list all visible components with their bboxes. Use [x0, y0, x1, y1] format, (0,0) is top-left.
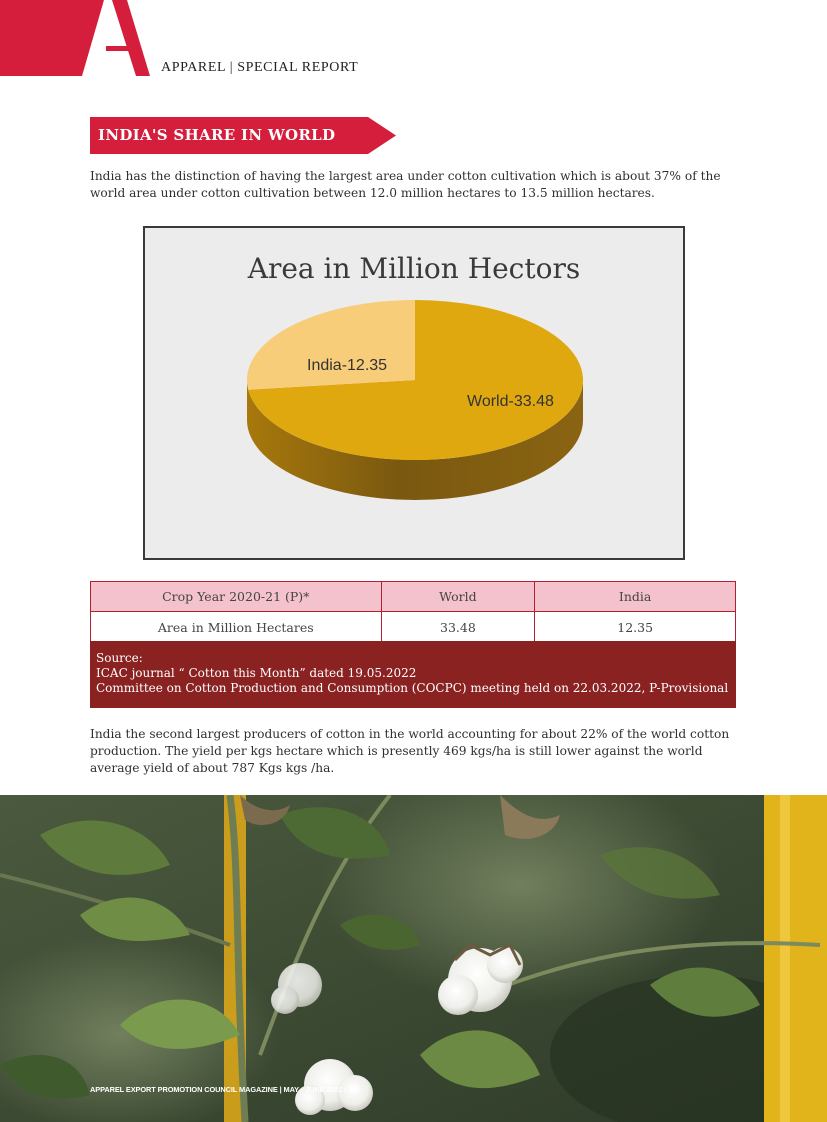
- chart-title: Area in Million Hectors: [247, 252, 581, 285]
- intro-paragraph: [90, 168, 740, 202]
- pie-chart: [143, 226, 685, 560]
- brand-logo: [0, 0, 150, 76]
- paragraph-line: average yield of about 787 Kgs kgs /ha.: [90, 761, 335, 775]
- table-header: World: [381, 582, 535, 612]
- pie-slice-india: [247, 300, 415, 390]
- table-header: Crop Year 2020-21 (P)*: [91, 582, 382, 612]
- slice-label-world: World-33.48: [467, 393, 554, 410]
- page-number: 10: [348, 1084, 360, 1095]
- table-cell: Area in Million Hectares: [91, 612, 382, 643]
- section-title: INDIA'S SHARE IN WORLD: [98, 126, 336, 144]
- source-line: Source:: [96, 651, 143, 665]
- footer-publication: APPAREL EXPORT PROMOTION COUNCIL MAGAZINE | MAY - JUNE 2022 /: [90, 1085, 349, 1094]
- paragraph-line: production. The yield per kgs hectare which is presently 469 kgs/ha is still lower against the world: [90, 744, 703, 758]
- table-row: [91, 612, 736, 643]
- source-line: Committee on Cotton Production and Consumption (COCPC) meeting held on 22.03.2022, P-Provisional: [96, 681, 729, 695]
- source-note: [90, 641, 736, 708]
- intro-line: India has the distinction of having the largest area under cotton cultivation which is about 37% of the: [90, 169, 721, 183]
- section-banner: [90, 117, 396, 154]
- table-cell: 33.48: [381, 612, 535, 643]
- table-cell: 12.35: [535, 612, 736, 643]
- section-label: APPAREL | SPECIAL REPORT: [161, 60, 359, 75]
- table-header: India: [535, 582, 736, 612]
- slice-label-india: India-12.35: [307, 357, 388, 374]
- area-table: [90, 581, 736, 643]
- source-line: ICAC journal “ Cotton this Month” dated 19.05.2022: [96, 666, 417, 680]
- production-paragraph: [90, 726, 740, 777]
- footer: [90, 1084, 359, 1095]
- paragraph-line: India the second largest producers of cotton in the world accounting for about 22% of the world cotton: [90, 727, 730, 741]
- pie-chart-svg: [145, 228, 683, 558]
- table-header-row: [91, 582, 736, 612]
- cotton-plant-photo: [0, 795, 827, 1122]
- intro-line: world area under cotton cultivation between 12.0 million hectares to 13.5 million hectares.: [90, 186, 655, 200]
